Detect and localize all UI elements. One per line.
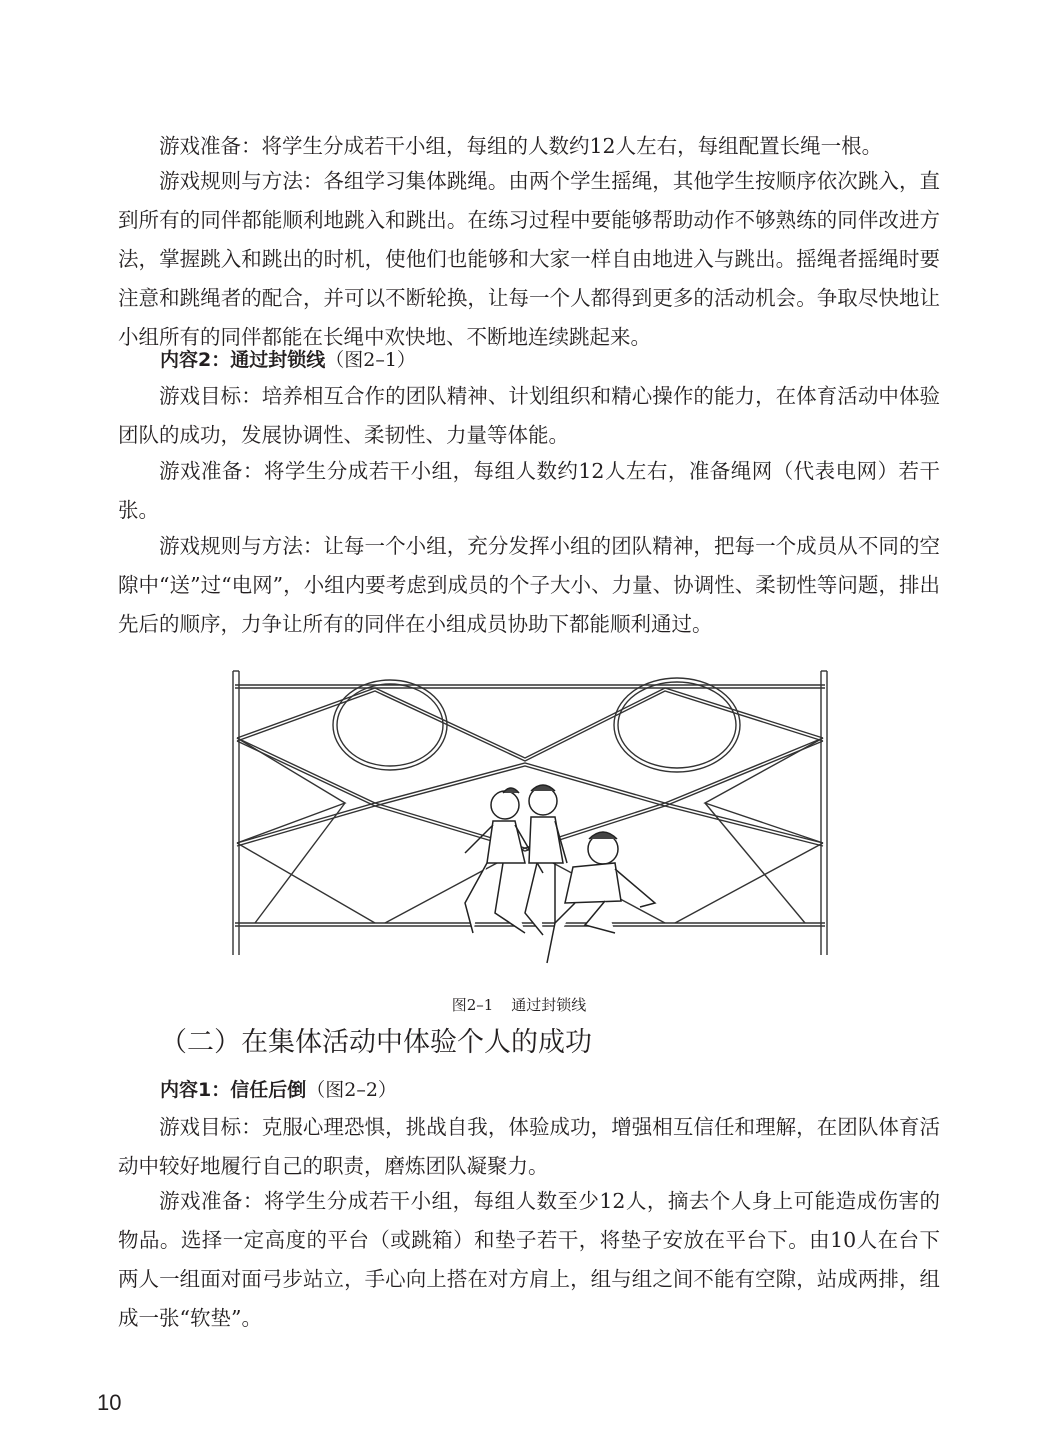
children-figures [465,785,655,963]
paragraph-prep-3: 游戏准备：将学生分成若干小组，每组人数至少12人，摘去个人身上可能造成伤害的物品。选择一定高度的平台（或跳箱）和垫子若干，将垫子安放在平台下。由10人在台下两人一组面对面弓步站立，手心向上搭在对方肩上，组与组之间不能有空隙，站成两排，组成一张“软垫”。 [118,1189,940,1330]
paragraph-goal-2: 游戏目标：培养相互合作的团队精神、计划组织和精心操作的能力，在体育活动中体验团队的成功，发展协调性、柔韧性、力量等体能。 [118,384,940,447]
content1-label: 内容1：信任后倒 [160,1079,307,1101]
figure-caption [0,993,1038,1017]
paragraph-prep-1: 游戏准备：将学生分成若干小组，每组的人数约12人左右，每组配置长绳一根。 [159,134,883,158]
paragraph-prep-2: 游戏准备：将学生分成若干小组，每组人数约12人左右，准备绳网（代表电网）若干张。 [118,459,940,522]
page-number: 10 [97,1390,122,1415]
paragraph-rules-1: 游戏规则与方法：各组学习集体跳绳。由两个学生摇绳，其他学生按顺序依次跳入，直到所有的同伴都能顺利地跳入和跳出。在练习过程中要能够帮助动作不够熟练的同伴改进方法，掌握跳入和跳出的时机，使他们也能够和大家一样自由地进入与跳出。摇绳者摇绳时要注意和跳绳者的配合，并可以不断轮换，让每一个人都得到更多的活动机会。争取尽快地让小组所有的同伴都能在长绳中欢快地、不断地连续跳起来。 [118,169,940,349]
rope-net-illustration [225,663,835,983]
section-title: （二）在集体活动中体验个人的成功 [160,1027,592,1058]
right-post [821,671,827,955]
figure-title: 通过封锁线 [511,996,587,1014]
content2-heading [160,345,416,375]
content2-ref: （图2–1） [325,349,416,371]
left-post [233,671,239,955]
paragraph-rules-2: 游戏规则与方法：让每一个小组，充分发挥小组的团队精神，把每一个成员从不同的空隙中“送”过“电网”，小组内要考虑到成员的个子大小、力量、协调性、柔韧性等问题，排出先后的顺序，力争让所有的同伴在小组成员协助下都能顺利通过。 [118,534,940,636]
figure-number: 图2–1 [451,996,494,1014]
paragraph-goal-1: 游戏目标：克服心理恐惧，挑战自我，体验成功，增强相互信任和理解，在团队体育活动中较好地履行自己的职责，磨炼团队凝聚力。 [118,1115,940,1178]
content1-heading [160,1075,397,1105]
content1-ref: （图2–2） [306,1079,397,1101]
content2-label: 内容2：通过封锁线 [160,349,326,371]
